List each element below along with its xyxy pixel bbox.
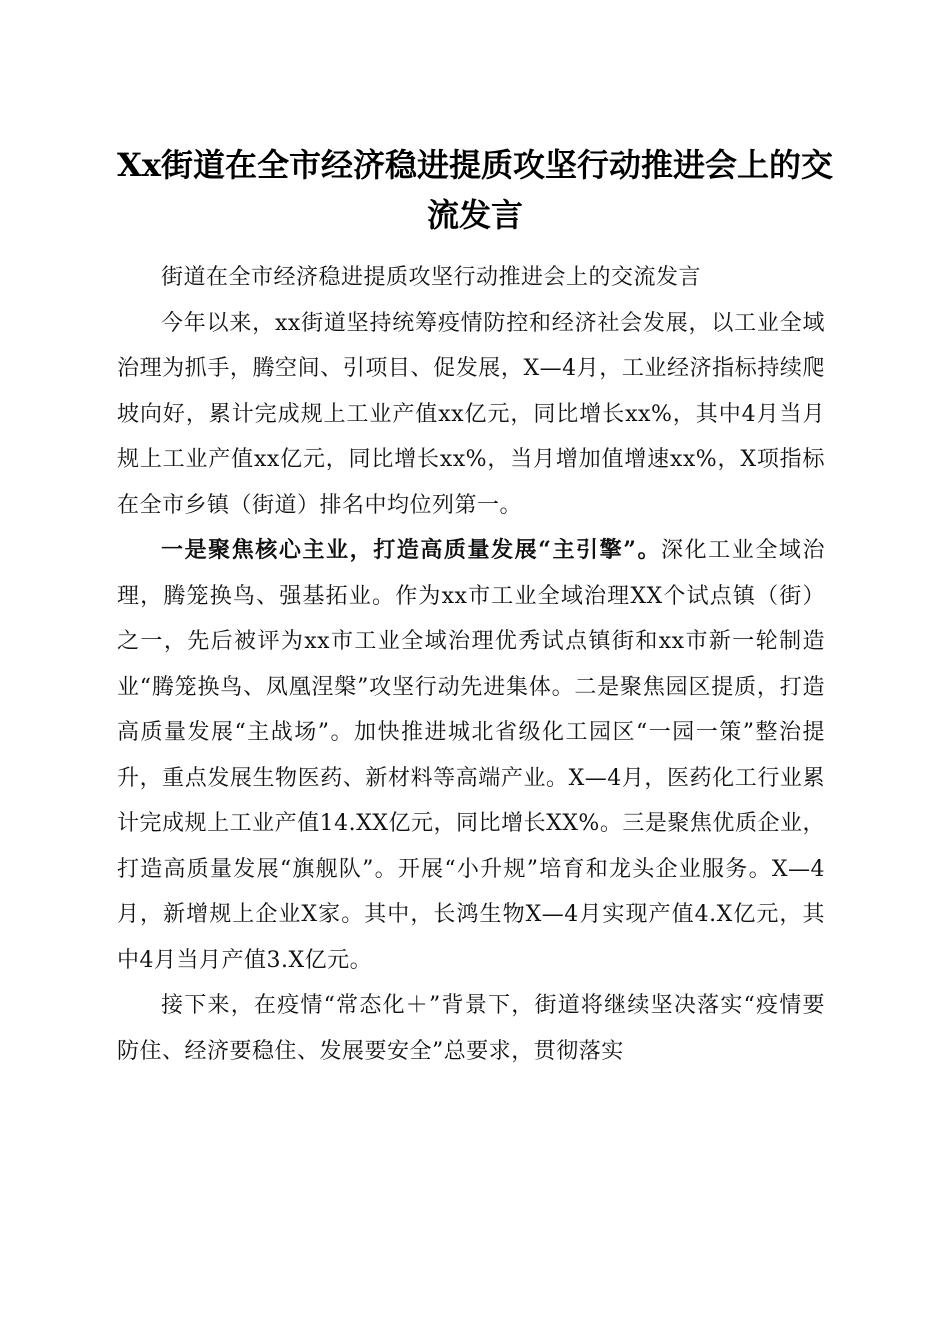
subtitle-paragraph: 街道在全市经济稳进提质攻坚行动推进会上的交流发言 — [161, 265, 702, 290]
point-body: 深化工业全域治理，腾笼换鸟、强基拓业。作为xx市工业全域治理XX个试点镇（街）之一，先后被评为xx市工业全域治理优秀试点镇街和xx市新一轮制造业“腾笼换鸟、凤凰涅槃”攻坚行动先进集体。二是聚焦园区提质，打造高质量发展“主战场”。加快推进城北省级化工园区“一园一策”整治提升，重点发展生物医药、新材料等高端产业。X—4月，医药化工行业累计完成规上工业产值14.XX亿元，同比增长XX%。三是聚焦优质企业，打造高质量发展“旗舰队”。开展“小升规”培育和龙头企业服务。X—4月，新增规上企业X家。其中，长鸿生物X—4月实现产值4.X亿元，其中4月当月产值3.X亿元。 — [117, 538, 825, 973]
point-lead: 一是聚焦核心主业，打造高质量发展“主引擎”。 — [161, 537, 662, 563]
point-paragraph — [117, 528, 825, 983]
next-paragraph: 接下来，在疫情“常态化＋”背景下，街道将继续坚决落实“疫情要防住、经济要稳住、发展要安全”总要求，贯彻落实 — [117, 993, 825, 1064]
document-body — [117, 255, 825, 1074]
document-title: Xx街道在全市经济稳进提质攻坚行动推进会上的交流发言 — [117, 146, 833, 234]
intro-paragraph: 今年以来，xx街道坚持统筹疫情防控和经济社会发展，以工业全域治理为抓手，腾空间、引项目、促发展，X—4月，工业经济指标持续爬坡向好，累计完成规上工业产值xx亿元，同比增长xx%，其中4月当月规上工业产值xx亿元，同比增长xx%，当月增加值增速xx%，X项指标在全市乡镇（街道）排名中均位列第一。 — [117, 310, 825, 518]
